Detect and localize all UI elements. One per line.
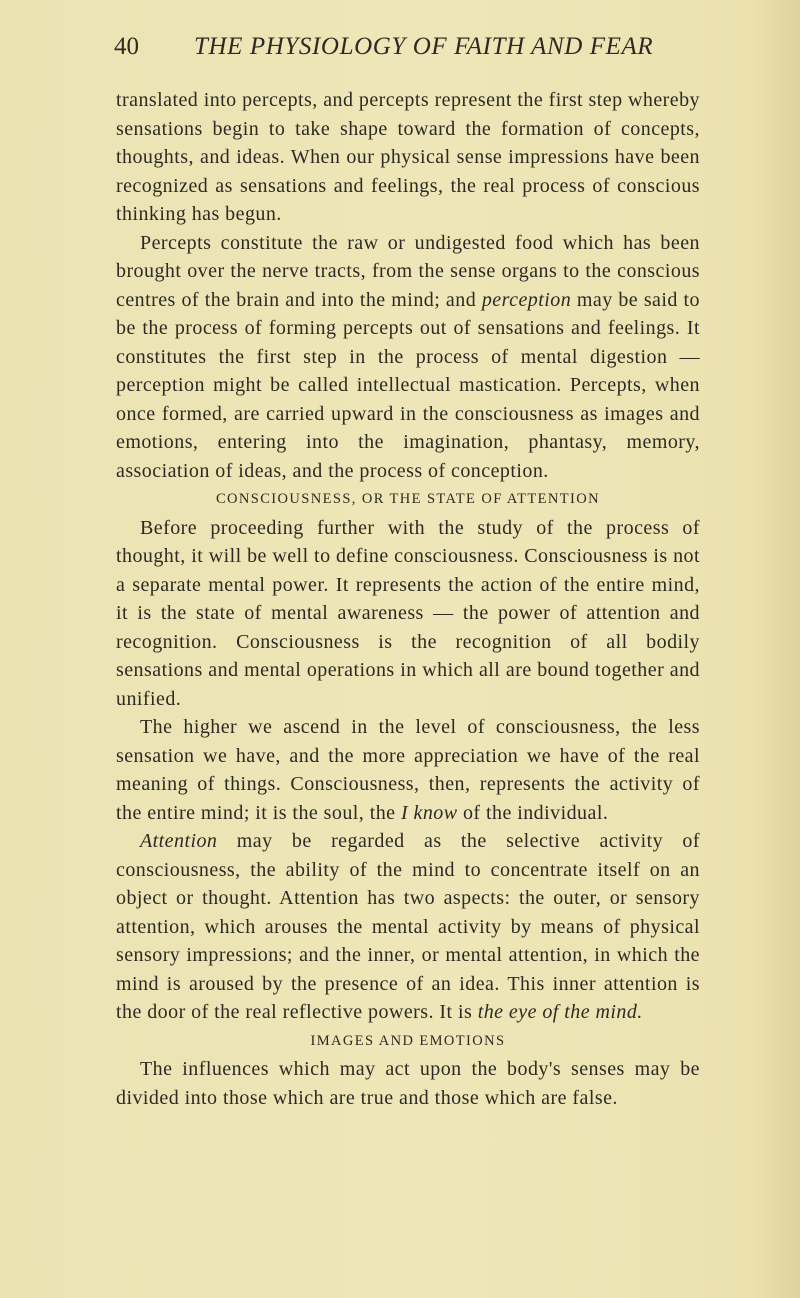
paragraph-3	[116, 514, 700, 714]
paragraph-3-text: Before proceeding further with the study of the process of thought, it will be well to define consciousness. Consciousness is not a separate mental power. It represents the action of the entire mind, it is the state of mental awareness — the power of attention and recognition. Consciousness is the recognition of all bodily sensations and mental operations in which all are bound together and unified.	[116, 516, 700, 710]
paragraph-4	[116, 713, 700, 827]
emphasis-attention: Attention	[140, 830, 218, 852]
paragraph-6-text: The influences which may act upon the body's senses may be divided into those which are true and those which are false.	[116, 1058, 700, 1109]
page-number: 40	[114, 33, 139, 60]
paragraph-6	[116, 1055, 700, 1112]
page-header	[114, 30, 700, 64]
body-text	[116, 86, 700, 1112]
emphasis-perception: perception	[481, 288, 572, 311]
paragraph-4-text-b: of the individual.	[457, 801, 609, 824]
paragraph-2-text-b: may be said to be the process of forming percepts out of sensations and feelings. It constitutes the first step in the process of mental digestion — perception might be called intellectual mastication. Percepts, when once formed, are carried upward in the consciousness as images and emotions, entering into the imagination, phantasy, memory, association of ideas, and the process of conception.	[116, 288, 700, 482]
section-heading-consciousness: CONSCIOUSNESS, OR THE STATE OF ATTENTION	[215, 491, 601, 507]
section-heading-images-emotions: IMAGES AND EMOTIONS	[310, 1032, 506, 1049]
paragraph-2-text-a: Percepts constitute the raw or undigested food which has been brought over the nerve tracts, from the sense organs to the conscious centres of the brain and into the mind; and	[116, 231, 700, 311]
emphasis-eye-of-mind: the eye of the mind.	[477, 1001, 643, 1023]
paragraph-1-text: translated into percepts, and percepts represent the first step whereby sensations begin to take shape toward the formation of concepts, thoughts, and ideas. When our physical sense impressions have been recognized as sensations and feelings, the real process of conscious thinking has begun.	[116, 89, 700, 225]
paragraph-1	[116, 86, 700, 229]
emphasis-i-know: I know	[400, 801, 458, 824]
paragraph-5	[116, 827, 700, 1027]
paragraph-4-text-a: The higher we ascend in the level of consciousness, the less sensation we have, and the more appreciation we have of the real meaning of things. Consciousness, then, represents the activity of the entire mind; it is the soul, the	[116, 716, 700, 824]
paragraph-2	[116, 229, 700, 486]
paragraph-5-text: may be regarded as the selective activity of consciousness, the ability of the mind to concentrate itself on an object or thought. Attention has two aspects: the outer, or sensory attention, which arouses the mental activity by means of physical sensory impressions; and the inner, or mental attention, in which the mind is aroused by the presence of an idea. This inner attention is the door of the real reflective powers. It is	[116, 830, 700, 1023]
running-title: THE PHYSIOLOGY OF FAITH AND FEAR	[194, 33, 654, 60]
